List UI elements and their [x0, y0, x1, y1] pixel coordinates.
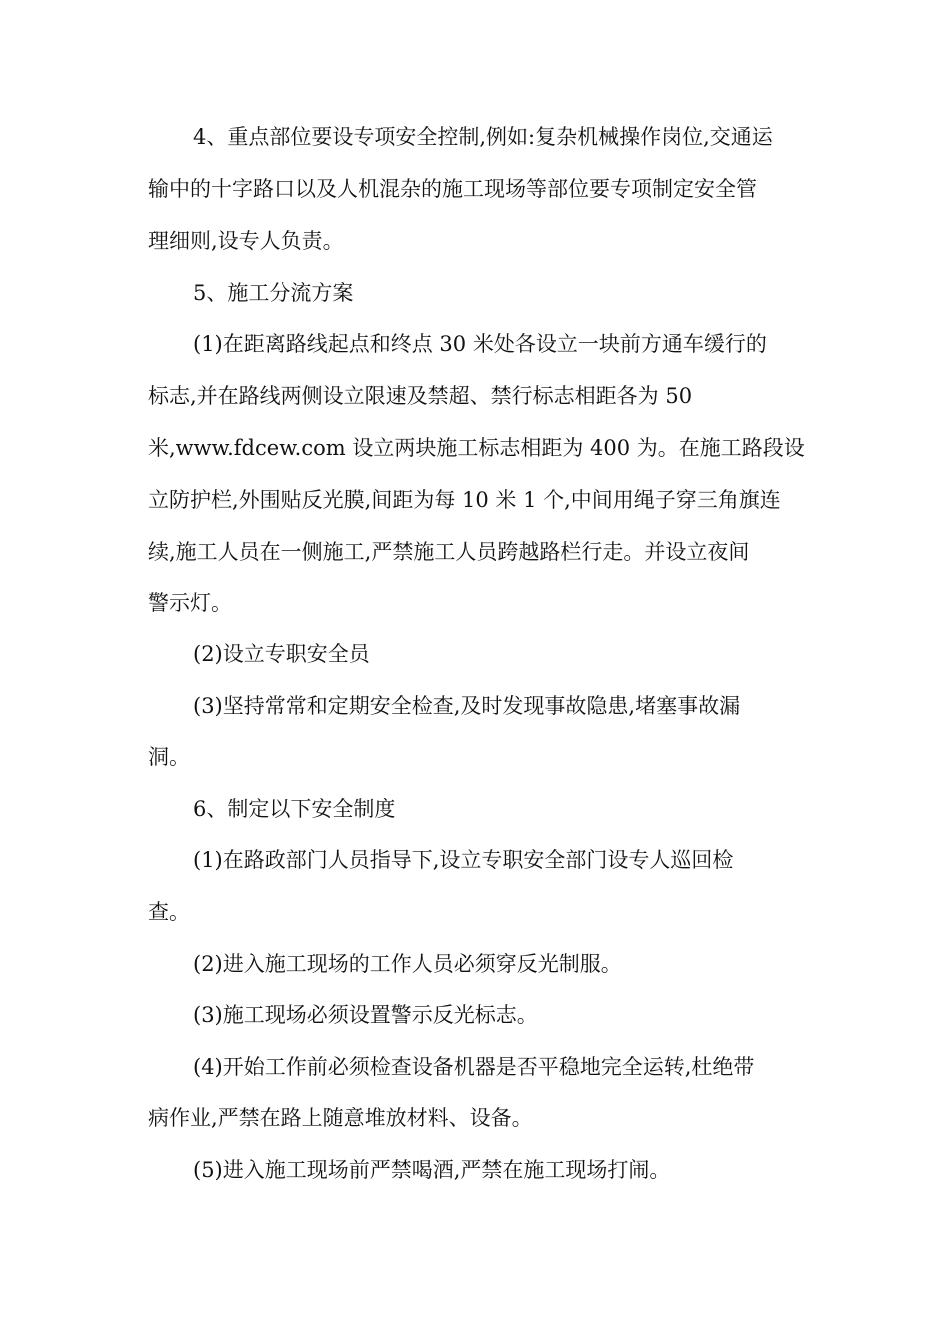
text-line: 查。 — [148, 900, 190, 924]
text-line: (3)坚持常常和定期安全检查,及时发现事故隐患,堵塞事故漏 — [193, 694, 741, 718]
text-line: 病作业,严禁在路上随意堆放材料、设备。 — [148, 1106, 533, 1130]
text-line: 6、制定以下安全制度 — [193, 797, 396, 821]
text-line: 4、重点部位要设专项安全控制,例如:复杂机械操作岗位,交通运 — [193, 125, 773, 149]
text-line: (5)进入施工现场前严禁喝酒,严禁在施工现场打闹。 — [193, 1158, 671, 1182]
text-line: (1)在路政部门人员指导下,设立专职安全部门设专人巡回检 — [193, 848, 734, 872]
text-line: (2)进入施工现场的工作人员必须穿反光制服。 — [193, 952, 622, 976]
text-line: 警示灯。 — [148, 591, 232, 615]
text-line: 续,施工人员在一侧施工,严禁施工人员跨越路栏行走。并设立夜间 — [148, 540, 750, 564]
text-line: (1)在距离路线起点和终点 30 米处各设立一块前方通车缓行的 — [193, 332, 767, 356]
text-line: 输中的十字路口以及人机混杂的施工现场等部位要专项制定安全管 — [148, 177, 757, 201]
text-line: 米,www.fdcew.com 设立两块施工标志相距为 400 为。在施工路段设 — [148, 436, 805, 460]
text-line: 标志,并在路线两侧设立限速及禁超、禁行标志相距各为 50 — [148, 384, 693, 408]
text-line: (3)施工现场必须设置警示反光标志。 — [193, 1003, 538, 1027]
text-line: 立防护栏,外围贴反光膜,间距为每 10 米 1 个,中间用绳子穿三角旗连 — [148, 488, 781, 512]
text-line: 5、施工分流方案 — [193, 281, 354, 305]
text-line: (2)设立专职安全员 — [193, 642, 370, 666]
text-line: (4)开始工作前必须检查设备机器是否平稳地完全运转,杜绝带 — [193, 1055, 755, 1079]
text-line: 洞。 — [148, 745, 190, 769]
text-line: 理细则,设专人负责。 — [148, 229, 344, 253]
